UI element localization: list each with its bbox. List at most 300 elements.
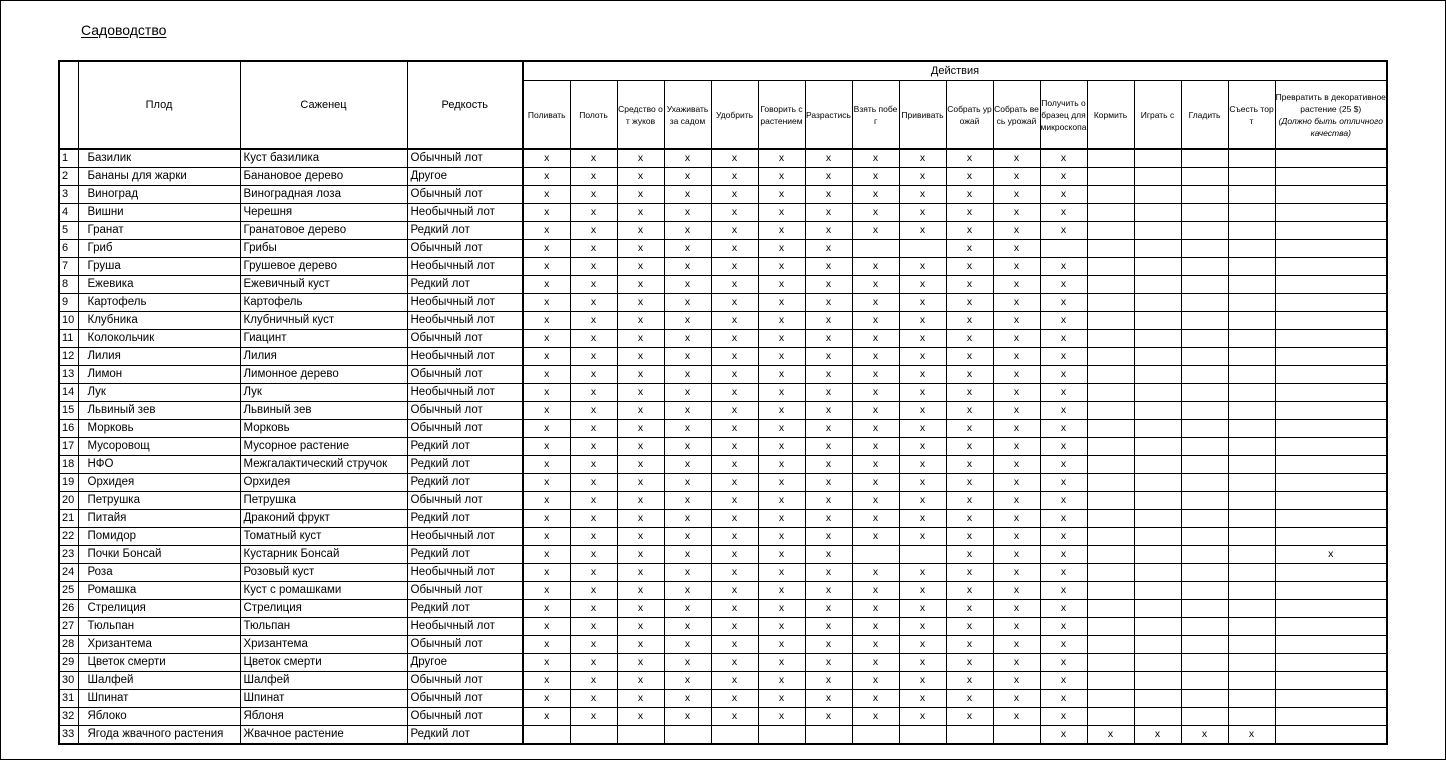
action-cell [1087,294,1134,312]
action-cell: x [664,438,711,456]
action-cell: x [805,402,852,420]
row-sapling: Львиный зев [240,402,407,420]
table-row [59,330,1387,348]
action-cell [852,240,899,258]
action-cell: x [805,438,852,456]
row-sapling: Виноградная лоза [240,186,407,204]
header-action-16: Съесть торт [1228,81,1275,150]
action-cell: x [523,168,570,186]
action-cell [1275,240,1387,258]
action-cell: x [523,204,570,222]
row-rarity: Необычный лот [407,564,523,582]
action-cell: x [664,600,711,618]
row-number: 16 [59,420,78,438]
action-cell [1181,204,1228,222]
action-cell [1275,456,1387,474]
action-cell: x [617,582,664,600]
action-cell: x [946,708,993,726]
action-cell [1228,402,1275,420]
action-cell: x [993,564,1040,582]
row-number: 21 [59,510,78,528]
row-fruit: Хризантема [78,636,240,654]
action-cell [1087,708,1134,726]
row-sapling: Тюльпан [240,618,407,636]
action-cell [1181,582,1228,600]
action-cell: x [664,402,711,420]
action-cell: x [993,402,1040,420]
action-cell: x [993,149,1040,168]
row-fruit: Цветок смерти [78,654,240,672]
row-sapling: Хризантема [240,636,407,654]
action-cell: x [1040,186,1087,204]
row-fruit: НФО [78,456,240,474]
action-cell: x [852,330,899,348]
action-cell: x [617,366,664,384]
action-cell: x [993,294,1040,312]
row-number: 29 [59,654,78,672]
action-cell: x [852,690,899,708]
action-cell: x [805,492,852,510]
action-cell [1275,654,1387,672]
table-row [59,582,1387,600]
action-cell: x [523,258,570,276]
action-cell [1087,654,1134,672]
action-cell [1228,312,1275,330]
action-cell: x [1040,510,1087,528]
action-cell: x [852,258,899,276]
action-cell [1087,690,1134,708]
row-rarity: Необычный лот [407,384,523,402]
action-cell: x [617,168,664,186]
action-cell [1087,510,1134,528]
row-fruit: Тюльпан [78,618,240,636]
action-cell: x [523,582,570,600]
header-action-9: Прививать [899,81,946,150]
action-cell: x [617,474,664,492]
action-cell: x [946,330,993,348]
action-cell: x [1040,528,1087,546]
table-row [59,510,1387,528]
row-number: 27 [59,618,78,636]
header-action-14: Играть с [1134,81,1181,150]
table-row [59,726,1387,745]
action-cell: x [617,384,664,402]
action-cell: x [758,186,805,204]
action-cell [523,726,570,745]
action-cell: x [570,330,617,348]
action-cell: x [617,348,664,366]
action-cell: x [523,366,570,384]
action-cell [1134,240,1181,258]
action-cell: x [711,204,758,222]
action-cell: x [1040,168,1087,186]
action-cell: x [993,474,1040,492]
action-cell: x [664,276,711,294]
row-fruit: Вишни [78,204,240,222]
row-rarity: Редкий лот [407,510,523,528]
action-cell [1134,492,1181,510]
action-cell [1275,690,1387,708]
action-cell: x [758,204,805,222]
action-cell: x [1181,726,1228,745]
action-cell: x [946,222,993,240]
action-cell [1275,618,1387,636]
row-sapling: Лилия [240,348,407,366]
action-cell: x [758,492,805,510]
action-cell: x [711,564,758,582]
action-cell [1181,510,1228,528]
action-cell: x [523,510,570,528]
action-cell: x [617,618,664,636]
action-cell: x [523,186,570,204]
action-cell: x [664,366,711,384]
action-cell: x [758,168,805,186]
action-cell [1181,600,1228,618]
action-cell [1181,564,1228,582]
action-cell: x [993,438,1040,456]
action-cell: x [617,294,664,312]
action-cell [1275,168,1387,186]
action-cell: x [993,690,1040,708]
action-cell: x [899,456,946,474]
table-row [59,456,1387,474]
action-cell: x [758,312,805,330]
action-cell: x [664,204,711,222]
row-sapling: Грушевое дерево [240,258,407,276]
action-cell [1181,420,1228,438]
action-cell: x [711,276,758,294]
row-sapling: Морковь [240,420,407,438]
action-cell: x [993,672,1040,690]
action-cell: x [946,528,993,546]
action-cell: x [993,330,1040,348]
row-number: 18 [59,456,78,474]
action-cell: x [993,384,1040,402]
action-cell: x [758,402,805,420]
action-cell: x [993,528,1040,546]
action-cell: x [758,636,805,654]
row-sapling: Розовый куст [240,564,407,582]
action-cell [1275,672,1387,690]
action-cell [1181,222,1228,240]
action-cell: x [1040,204,1087,222]
action-cell: x [523,618,570,636]
action-cell: x [993,186,1040,204]
action-cell: x [758,456,805,474]
action-cell: x [946,456,993,474]
action-cell: x [946,366,993,384]
row-number: 33 [59,726,78,745]
row-rarity: Обычный лот [407,186,523,204]
action-cell [1228,222,1275,240]
action-cell: x [711,636,758,654]
action-cell: x [899,492,946,510]
action-cell: x [711,618,758,636]
action-cell: x [852,186,899,204]
action-cell [1181,492,1228,510]
action-cell: x [852,294,899,312]
action-cell: x [758,149,805,168]
action-cell: x [852,149,899,168]
action-cell: x [899,636,946,654]
action-cell: x [993,546,1040,564]
table-row [59,258,1387,276]
action-cell: x [852,204,899,222]
header-action-5: Удобрить [711,81,758,150]
action-cell [1228,672,1275,690]
action-cell: x [899,708,946,726]
action-cell [1134,420,1181,438]
action-cell: x [523,492,570,510]
row-fruit: Гранат [78,222,240,240]
action-cell: x [711,708,758,726]
row-sapling: Грибы [240,240,407,258]
row-rarity: Обычный лот [407,366,523,384]
action-cell: x [805,636,852,654]
table-row [59,204,1387,222]
table-row [59,294,1387,312]
row-fruit: Ягода жвачного растения [78,726,240,745]
action-cell [1134,546,1181,564]
action-cell: x [617,149,664,168]
table-body [59,149,1387,744]
action-cell [1275,276,1387,294]
action-cell: x [1040,330,1087,348]
action-cell: x [570,384,617,402]
header-action-12: Получить образец для микроскопа [1040,81,1087,150]
action-cell [1181,456,1228,474]
action-cell: x [664,672,711,690]
action-cell [1275,149,1387,168]
action-cell: x [1040,420,1087,438]
action-cell: x [664,654,711,672]
action-cell: x [758,618,805,636]
action-cell [1275,708,1387,726]
action-cell: x [711,258,758,276]
action-cell [1228,240,1275,258]
action-cell: x [946,636,993,654]
document-title: Садоводство [81,22,167,38]
action-cell: x [758,294,805,312]
action-cell: x [523,222,570,240]
row-fruit: Помидор [78,528,240,546]
action-cell: x [852,222,899,240]
action-cell: x [805,654,852,672]
action-cell: x [711,186,758,204]
action-cell: x [758,258,805,276]
row-number: 7 [59,258,78,276]
row-sapling: Ежевичный куст [240,276,407,294]
table-row [59,708,1387,726]
action-cell [899,240,946,258]
row-rarity: Необычный лот [407,258,523,276]
action-cell: x [946,402,993,420]
action-cell [1134,438,1181,456]
action-cell: x [617,564,664,582]
action-cell: x [1040,456,1087,474]
row-sapling: Мусорное растение [240,438,407,456]
row-number: 2 [59,168,78,186]
action-cell: x [852,510,899,528]
row-rarity: Обычный лот [407,708,523,726]
action-cell: x [852,582,899,600]
table-row [59,240,1387,258]
row-number: 9 [59,294,78,312]
action-cell [1275,636,1387,654]
action-cell [1275,582,1387,600]
action-cell [1275,600,1387,618]
row-rarity: Необычный лот [407,618,523,636]
action-cell: x [946,204,993,222]
action-cell [805,726,852,745]
action-cell: x [664,510,711,528]
action-cell: x [523,312,570,330]
action-cell: x [946,168,993,186]
action-cell: x [758,276,805,294]
action-cell: x [664,222,711,240]
action-cell: x [993,456,1040,474]
action-cell: x [899,438,946,456]
action-cell: x [899,204,946,222]
action-cell [1228,168,1275,186]
action-cell [1275,186,1387,204]
action-cell: x [805,420,852,438]
action-cell: x [664,149,711,168]
action-cell: x [570,654,617,672]
action-cell: x [946,582,993,600]
action-cell [1228,528,1275,546]
action-cell [1087,618,1134,636]
action-cell: x [711,690,758,708]
header-fruit: Плод [78,61,240,149]
action-cell: x [852,312,899,330]
action-cell: x [570,312,617,330]
action-cell [1087,546,1134,564]
action-cell: x [523,330,570,348]
table-row [59,348,1387,366]
header-action-7: Разрастись [805,81,852,150]
row-fruit: Картофель [78,294,240,312]
action-cell: x [993,366,1040,384]
row-number: 23 [59,546,78,564]
action-cell: x [1040,618,1087,636]
action-cell: x [805,204,852,222]
action-cell: x [899,402,946,420]
action-cell: x [946,384,993,402]
table-row [59,312,1387,330]
action-cell [1134,204,1181,222]
row-rarity: Необычный лот [407,312,523,330]
row-sapling: Стрелиция [240,600,407,618]
row-number: 11 [59,330,78,348]
action-cell: x [899,348,946,366]
action-cell: x [617,708,664,726]
action-cell: x [758,222,805,240]
row-sapling: Клубничный куст [240,312,407,330]
action-cell [1275,330,1387,348]
row-sapling: Межгалактический стручок [240,456,407,474]
action-cell [1275,366,1387,384]
action-cell: x [570,636,617,654]
action-cell: x [758,420,805,438]
action-cell: x [758,384,805,402]
row-number: 17 [59,438,78,456]
action-cell: x [523,708,570,726]
action-cell: x [523,474,570,492]
action-cell [1087,456,1134,474]
action-cell: x [570,222,617,240]
action-cell [1228,708,1275,726]
table-row [59,420,1387,438]
action-cell [1181,402,1228,420]
row-number: 32 [59,708,78,726]
action-cell: x [570,348,617,366]
action-cell [1134,402,1181,420]
action-cell: x [617,204,664,222]
row-fruit: Ежевика [78,276,240,294]
action-cell: x [711,222,758,240]
action-cell: x [711,294,758,312]
action-cell [1275,294,1387,312]
action-cell [1181,474,1228,492]
action-cell: x [617,636,664,654]
row-number: 22 [59,528,78,546]
action-cell: x [852,654,899,672]
action-cell: x [711,456,758,474]
row-sapling: Шпинат [240,690,407,708]
action-cell: x [664,528,711,546]
action-cell [1275,492,1387,510]
action-cell [1087,564,1134,582]
action-cell: x [946,240,993,258]
row-rarity: Редкий лот [407,546,523,564]
action-cell [1181,348,1228,366]
action-cell: x [758,582,805,600]
action-cell: x [899,510,946,528]
action-cell: x [523,600,570,618]
table-row [59,636,1387,654]
action-cell: x [1040,222,1087,240]
action-cell: x [664,348,711,366]
action-cell: x [523,690,570,708]
action-cell: x [899,528,946,546]
table-row [59,276,1387,294]
action-cell: x [805,222,852,240]
action-cell: x [664,582,711,600]
action-cell: x [946,618,993,636]
action-cell [1275,204,1387,222]
action-cell [1228,456,1275,474]
row-sapling: Банановое дерево [240,168,407,186]
action-cell [1275,222,1387,240]
action-cell [1181,186,1228,204]
action-cell: x [805,672,852,690]
action-cell: x [758,690,805,708]
action-cell: x [852,402,899,420]
action-cell [1134,672,1181,690]
action-cell: x [617,600,664,618]
action-cell: x [852,348,899,366]
action-cell: x [1040,402,1087,420]
action-cell [1275,474,1387,492]
action-cell: x [946,149,993,168]
row-number: 6 [59,240,78,258]
action-cell: x [570,528,617,546]
decorative-note: (Должно быть отличного качества) [1278,115,1383,138]
action-cell: x [805,366,852,384]
action-cell: x [523,294,570,312]
action-cell [1134,312,1181,330]
